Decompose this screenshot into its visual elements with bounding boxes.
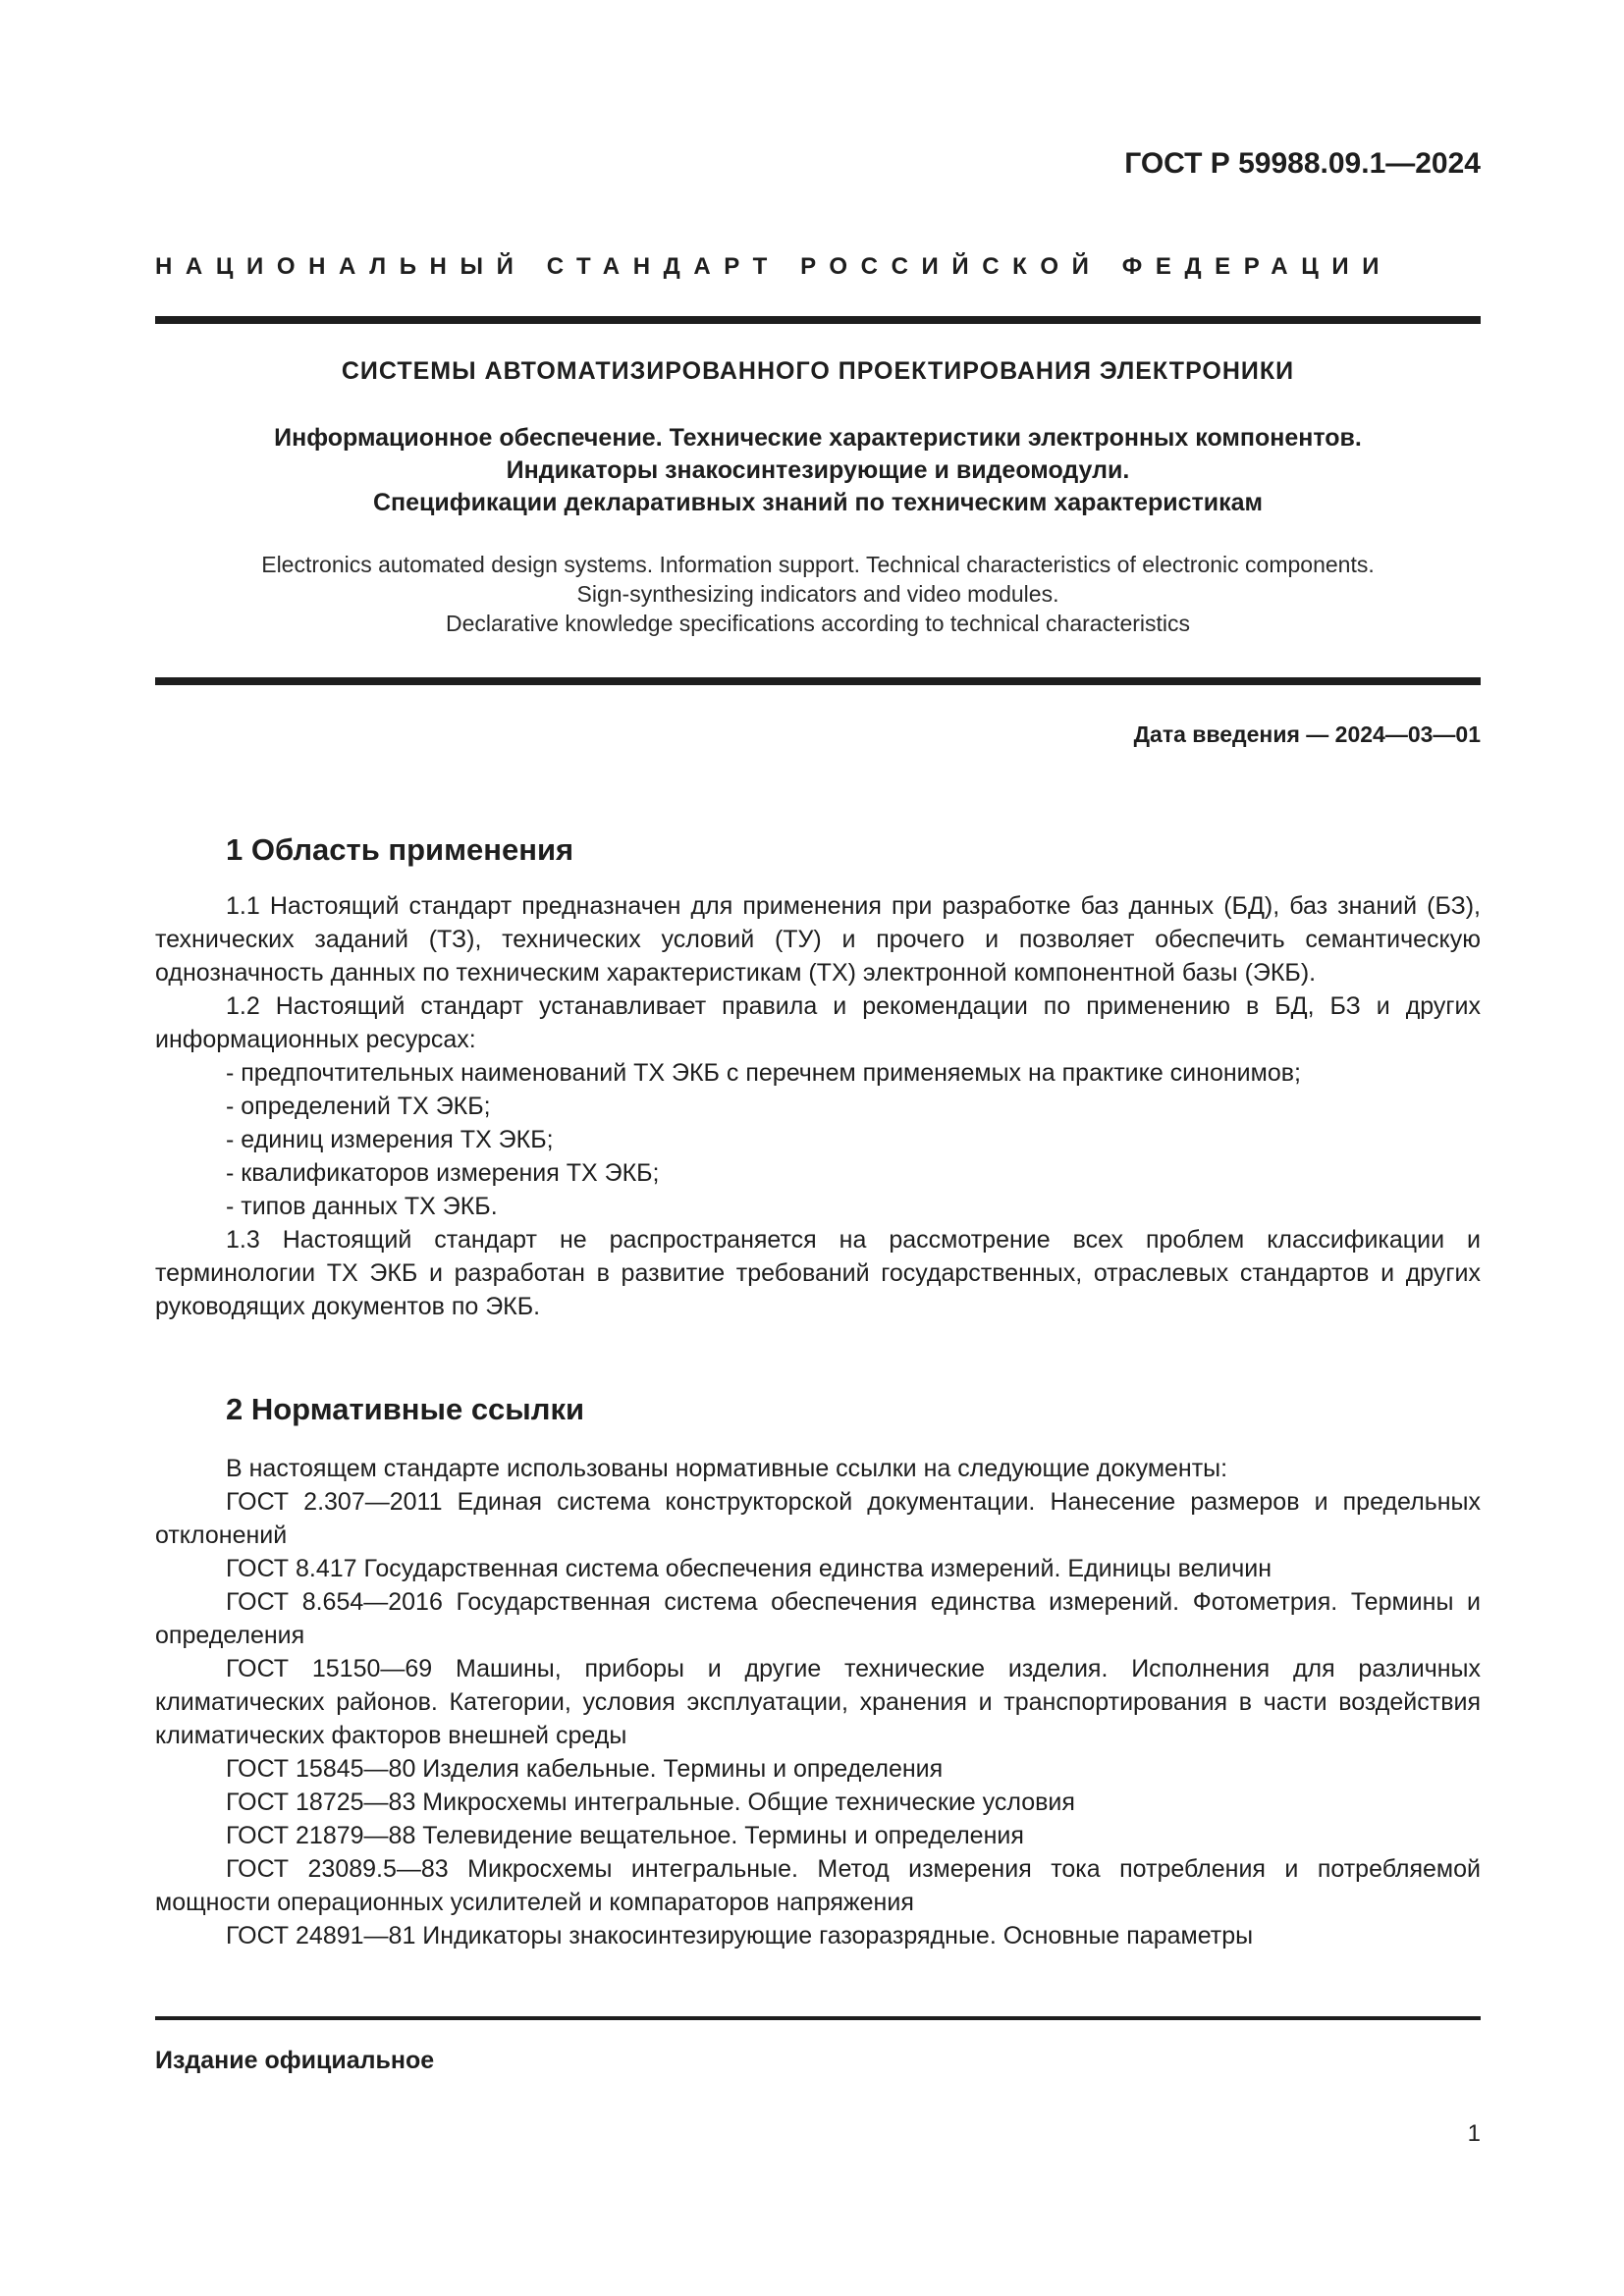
subtitle-line: Информационное обеспечение. Технические характеристики электронных компонентов.	[274, 424, 1362, 452]
footer-divider	[155, 2016, 1481, 2020]
edition-note: Издание официальное	[155, 2047, 435, 2074]
section-heading: 1 Область применения	[226, 832, 574, 867]
reference-item: ГОСТ 23089.5—83 Микросхемы интегральные. Метод измерения тока потребления и потребляемой мощности операционных усилителей и компараторов напряжения	[155, 1855, 1481, 1916]
subtitle-line: Спецификации декларативных знаний по техническим характеристикам	[372, 489, 1264, 516]
reference-item: ГОСТ 8.654—2016 Государственная система обеспечения единства измерений. Фотометрия. Термины и определения	[155, 1588, 1481, 1649]
paragraph: 1.3 Настоящий стандарт не распространяется на рассмотрение всех проблем классификации и терминологии ТХ ЭКБ и разработан в развитие требований государственных, отраслевых стандартов и других руководящих документов по ЭКБ.	[155, 1226, 1481, 1320]
reference-item: ГОСТ 8.417 Государственная система обеспечения единства измерений. Единицы величин	[226, 1555, 1272, 1582]
standard-code: ГОСТ Р 59988.09.1—2024	[1124, 147, 1481, 180]
list-item: - определений ТХ ЭКБ;	[226, 1093, 491, 1120]
top-divider	[155, 316, 1481, 324]
list-item: - единиц измерения ТХ ЭКБ;	[226, 1126, 554, 1153]
english-title-line: Electronics automated design systems. Information support. Technical characteristics of electronic components.	[261, 552, 1375, 577]
section-2-body	[155, 1452, 1481, 1952]
reference-item: ГОСТ 2.307—2011 Единая система конструкторской документации. Нанесение размеров и предельных отклонений	[155, 1488, 1481, 1549]
reference-item: ГОСТ 15150—69 Машины, приборы и другие технические изделия. Исполнения для различных климатических районов. Категории, условия эксплуатации, хранения и транспортирования в части воздействия климатических факторов внешней среды	[155, 1655, 1481, 1749]
list-item: - предпочтительных наименований ТХ ЭКБ с перечнем применяемых на практике синонимов;	[226, 1059, 1301, 1087]
title-divider	[155, 677, 1481, 685]
paragraph: 1.1 Настоящий стандарт предназначен для применения при разработке баз данных (БД), баз знаний (БЗ), технических заданий (ТЗ), технических условий (ТУ) и прочего и позволяет обеспечить семантическую однозначность данных по техническим характеристикам (ТХ) электронной компонентной базы (ЭКБ).	[155, 892, 1481, 987]
english-title-line: Sign-synthesizing indicators and video modules.	[576, 581, 1059, 607]
english-title	[155, 550, 1481, 638]
reference-item: ГОСТ 18725—83 Микросхемы интегральные. Общие технические условия	[226, 1789, 1075, 1816]
subtitle-line: Индикаторы знакосинтезирующие и видеомодули.	[506, 456, 1130, 484]
paragraph: В настоящем стандарте использованы нормативные ссылки на следующие документы:	[226, 1455, 1228, 1482]
paragraph: 1.2 Настоящий стандарт устанавливает правила и рекомендации по применению в БД, БЗ и других информационных ресурсах:	[155, 992, 1481, 1053]
reference-item: ГОСТ 21879—88 Телевидение вещательное. Термины и определения	[226, 1822, 1024, 1849]
section-heading: 2 Нормативные ссылки	[226, 1392, 585, 1426]
reference-item: ГОСТ 15845—80 Изделия кабельные. Термины и определения	[226, 1755, 944, 1783]
list-item: - типов данных ТХ ЭКБ.	[226, 1193, 498, 1220]
english-title-line: Declarative knowledge specifications according to technical characteristics	[445, 611, 1191, 636]
introduction-date: Дата введения — 2024—03—01	[1133, 721, 1481, 747]
reference-item: ГОСТ 24891—81 Индикаторы знакосинтезирующие газоразрядные. Основные параметры	[226, 1922, 1254, 1949]
document-title: СИСТЕМЫ АВТОМАТИЗИРОВАННОГО ПРОЕКТИРОВАНИЯ ЭЛЕКТРОНИКИ	[341, 357, 1295, 385]
document-subtitle	[155, 422, 1481, 519]
page-number: 1	[1467, 2120, 1481, 2147]
list-item: - квалификаторов измерения ТХ ЭКБ;	[226, 1159, 660, 1187]
national-standard-banner: НАЦИОНАЛЬНЫЙ СТАНДАРТ РОССИЙСКОЙ ФЕДЕРАЦИИ	[155, 253, 1393, 280]
section-1-body	[155, 889, 1481, 1323]
